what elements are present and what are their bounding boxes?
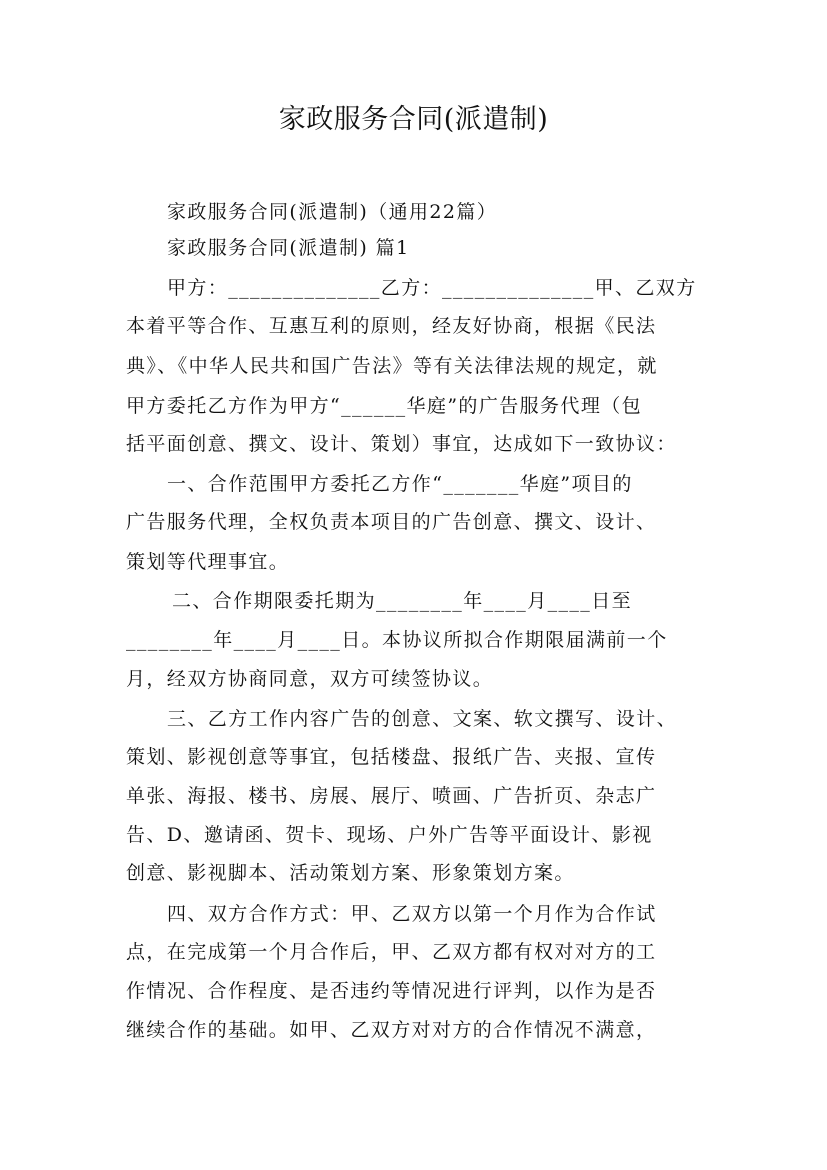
paragraph-line: 作情况、合作程度、是否违约等情况进行评判，以作为是否 [126,980,657,1002]
subtitle-line: 家政服务合同(派遣制)（通用22篇） [167,201,498,223]
paragraph-line: 三、乙方工作内容广告的创意、文案、软文撰写、设计、 [167,708,678,730]
paragraph-line: 继续合作的基础。如甲、乙双方对对方的合作情况不满意， [126,1019,657,1041]
paragraph-line: ________年____月____日。本协议所拟合作期限届满前一个 [126,629,668,651]
paragraph-line: 策划等代理事宜。 [126,551,290,573]
paragraph-line: 甲方委托乙方作为甲方“______华庭”的广告服务代理（包 [126,395,643,417]
paragraph-line: 本着平等合作、互惠互利的原则，经友好协商，根据《民法 [126,315,657,337]
paragraph-line: 告、D、邀请函、贺卡、现场、户外广告等平面设计、影视 [126,824,653,846]
section-heading: 家政服务合同(派遣制) 篇1 [167,237,410,259]
paragraph-line: 二、合作期限委托期为________年____月____日至 [172,590,633,612]
paragraph-line: 一、合作范围甲方委托乙方作“_______华庭”项目的 [167,473,633,495]
paragraph-line: 典》、《中华人民共和国广告法》等有关法律法规的规定，就 [126,355,658,377]
paragraph-line: 策划、影视创意等事宜，包括楼盘、报纸广告、夹报、宣传 [126,746,657,768]
paragraph-line: 广告服务代理，全权负责本项目的广告创意、撰文、设计、 [126,511,657,533]
paragraph-line: 月，经双方协商同意，双方可续签协议。 [126,668,494,690]
paragraph-line: 四、双方合作方式：甲、乙双方以第一个月作为合作试 [167,903,657,925]
paragraph-line: 单张、海报、楼书、房展、展厅、喷画、广告折页、杂志广 [126,785,657,807]
paragraph-line: 点，在完成第一个月合作后，甲、乙双方都有权对对方的工 [126,941,657,963]
paragraph-line: 甲方：______________乙方：______________甲、乙双方 [167,277,697,299]
paragraph-line: 创意、影视脚本、活动策划方案、形象策划方案。 [126,862,575,884]
paragraph-line: 括平面创意、撰文、设计、策划）事宜，达成如下一致协议： [126,433,677,455]
document-title: 家政服务合同(派遣制) [278,104,549,135]
